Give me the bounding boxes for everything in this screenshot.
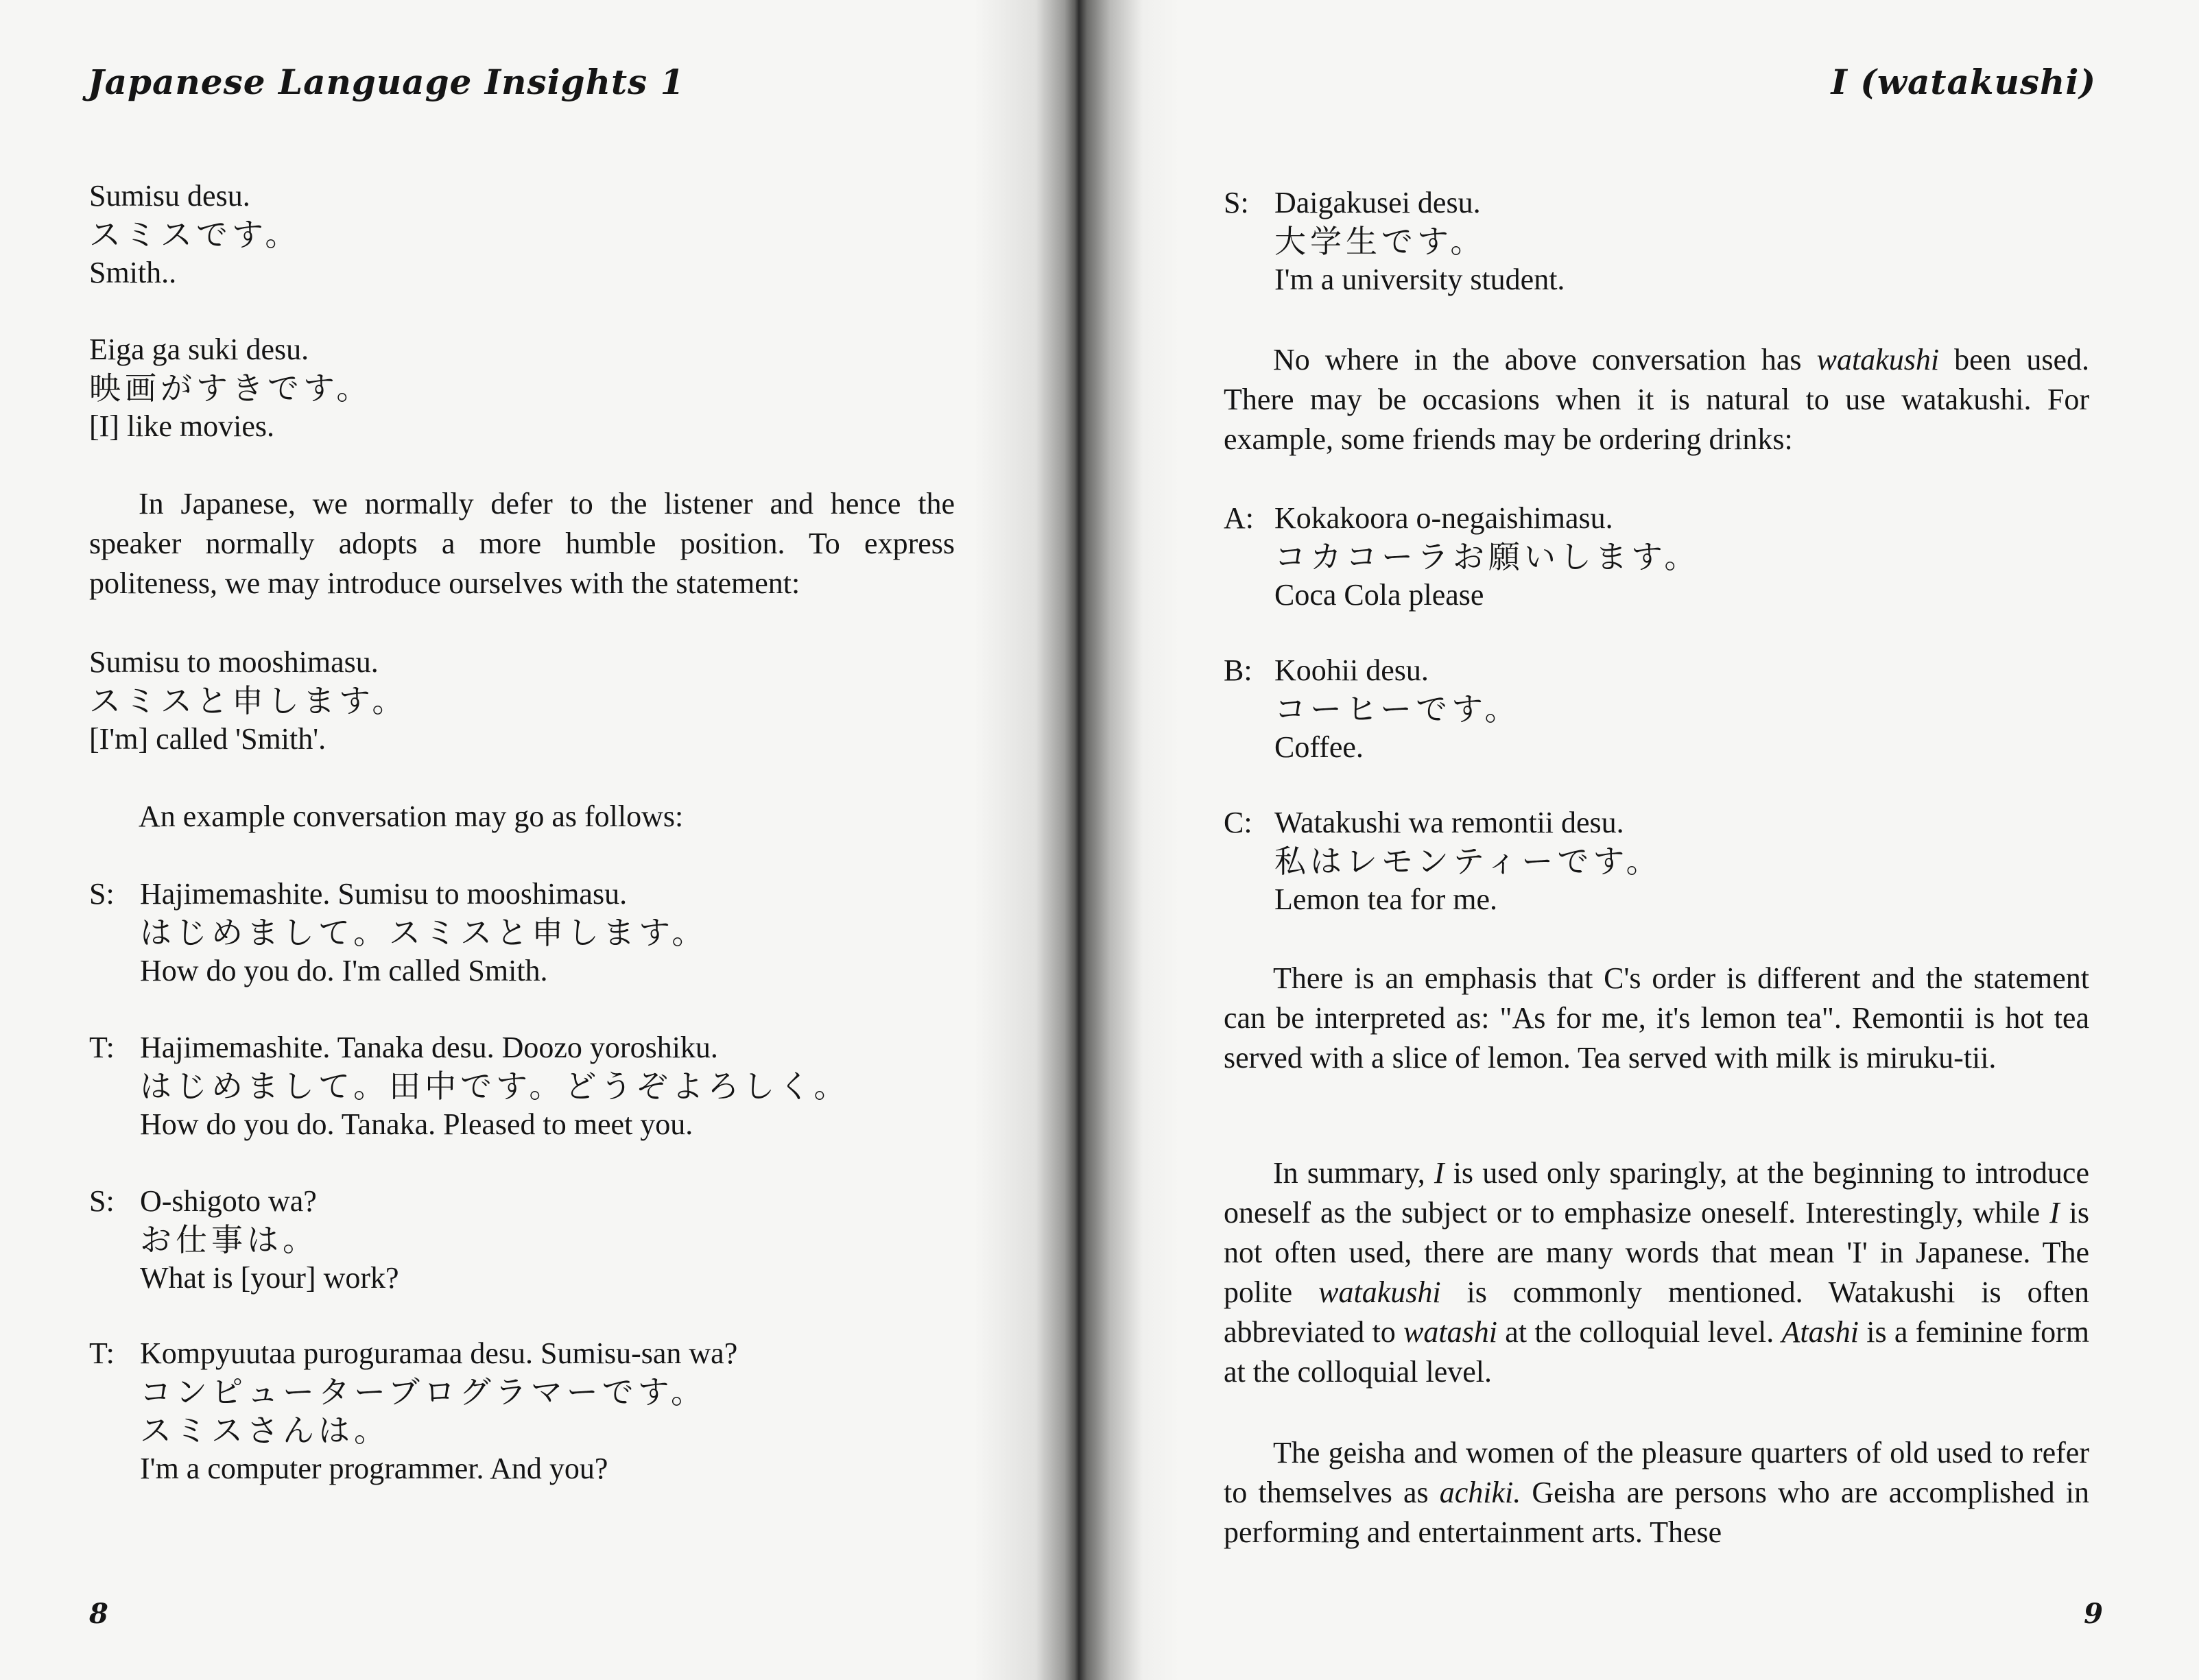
dialogue-japanese-continued: スミスさんは。 bbox=[140, 1412, 390, 1449]
example-block bbox=[89, 643, 407, 758]
dialogue-romaji: Hajimemashite. Tanaka desu. Doozo yoroshiku. bbox=[140, 1031, 718, 1064]
order-romaji: Koohii desu. bbox=[1274, 653, 1429, 687]
dialogue-japanese: お仕事は。 bbox=[140, 1221, 318, 1258]
running-head-right: I (watakushi) bbox=[1831, 62, 2096, 102]
left-page bbox=[0, 0, 1043, 1680]
paragraph-no-watakushi: No where in the above conversation has watakushi been used. There may be occasions when it is natural to use watakushi. For example, some friends may be ordering drinks: bbox=[1224, 343, 2089, 456]
dialogue-english: How do you do. Tanaka. Pleased to meet you. bbox=[140, 1107, 693, 1141]
speaker-label: B: bbox=[1224, 653, 1252, 687]
example-romaji: Sumisu desu. bbox=[89, 179, 250, 213]
dialogue-english: I'm a university student. bbox=[1274, 263, 1565, 296]
dialogue-english: I'm a computer programmer. And you? bbox=[140, 1452, 608, 1485]
speaker-label: T: bbox=[89, 1031, 115, 1064]
example-japanese: スミスです。 bbox=[89, 216, 301, 253]
order-japanese: コーヒーです。 bbox=[1274, 691, 1521, 728]
example-english: [I] like movies. bbox=[89, 409, 275, 443]
page-number-left: 8 bbox=[89, 1598, 108, 1630]
example-romaji: Eiga ga suki desu. bbox=[89, 333, 309, 366]
emphasis-watakushi: watakushi bbox=[1816, 343, 1940, 376]
order-english: Coca Cola please bbox=[1274, 578, 1484, 612]
speaker-label: S: bbox=[89, 877, 115, 911]
order-japanese: 私はレモンティーです。 bbox=[1274, 843, 1662, 880]
dialogue-japanese: コンピューターブログラマーです。 bbox=[140, 1373, 707, 1411]
dialogue-english: What is [your] work? bbox=[140, 1261, 399, 1295]
paragraph-emphasis: There is an emphasis that C's order is different and the statement can be interpreted as: "As for me, it's lemon tea". Remontii is hot tea served with a slice of lemon. Tea served with milk is miruku-tii. bbox=[1224, 961, 2089, 1075]
running-head-left: Japanese Language Insights 1 bbox=[88, 62, 685, 102]
order-romaji: Kokakoora o-negaishimasu. bbox=[1274, 501, 1613, 535]
right-page bbox=[1097, 0, 2199, 1680]
dialogue-romaji: Hajimemashite. Sumisu to mooshimasu. bbox=[140, 877, 628, 911]
order-english: Lemon tea for me. bbox=[1274, 883, 1497, 916]
dialogue-japanese: 大学生です。 bbox=[1274, 223, 1486, 260]
dialogue-japanese: はじめまして。田中です。どうぞよろしく。 bbox=[140, 1068, 850, 1105]
paragraph-humble-position: In Japanese, we normally defer to the listener and hence the speaker normally adopts a more humble position. To express politeness, we may introduce ourselves with the statement: bbox=[89, 487, 955, 600]
example-block bbox=[89, 331, 372, 446]
paragraph-geisha: The geisha and women of the pleasure quarters of old used to refer to themselves as achiki. Geisha are persons who are accomplished in performing and entertainment arts. These bbox=[1224, 1436, 2089, 1549]
example-english: [I'm] called 'Smith'. bbox=[89, 722, 326, 756]
example-romaji: Sumisu to mooshimasu. bbox=[89, 645, 379, 679]
dialogue-japanese: はじめまして。スミスと申します。 bbox=[140, 914, 708, 951]
order-english: Coffee. bbox=[1274, 730, 1364, 764]
example-japanese: スミスと申します。 bbox=[89, 682, 408, 719]
example-english: Smith.. bbox=[89, 256, 177, 289]
speaker-label: S: bbox=[1224, 186, 1249, 219]
book-spine-gutter bbox=[974, 0, 1180, 1680]
order-romaji: Watakushi wa remontii desu. bbox=[1274, 806, 1624, 839]
speaker-label: C: bbox=[1224, 806, 1252, 839]
dialogue-romaji: Kompyuutaa puroguramaa desu. Sumisu-san wa? bbox=[140, 1336, 738, 1370]
paragraph-example-intro: An example conversation may go as follows: bbox=[139, 800, 684, 833]
order-japanese: コカコーラお願いします。 bbox=[1274, 538, 1700, 575]
dialogue-romaji: Daigakusei desu. bbox=[1274, 186, 1481, 219]
page-number-right: 9 bbox=[2084, 1598, 2103, 1630]
paragraph-summary: In summary, I is used only sparingly, at the beginning to introduce oneself as the subject or to emphasize oneself. Interestingly, while I is not often used, there are many words that mean 'I' in Japanese. The polite watakushi is commonly mentioned. Watakushi is often abbreviated to watashi at the colloquial level. Atashi is a feminine form at the colloquial level. bbox=[1224, 1156, 2089, 1389]
dialogue-romaji: O-shigoto wa? bbox=[140, 1184, 317, 1218]
dialogue-english: How do you do. I'm called Smith. bbox=[140, 954, 548, 987]
example-block bbox=[89, 177, 300, 292]
example-japanese: 映画がすきです。 bbox=[89, 370, 372, 407]
speaker-label: S: bbox=[89, 1184, 115, 1218]
speaker-label: T: bbox=[89, 1336, 115, 1370]
speaker-label: A: bbox=[1224, 501, 1254, 535]
